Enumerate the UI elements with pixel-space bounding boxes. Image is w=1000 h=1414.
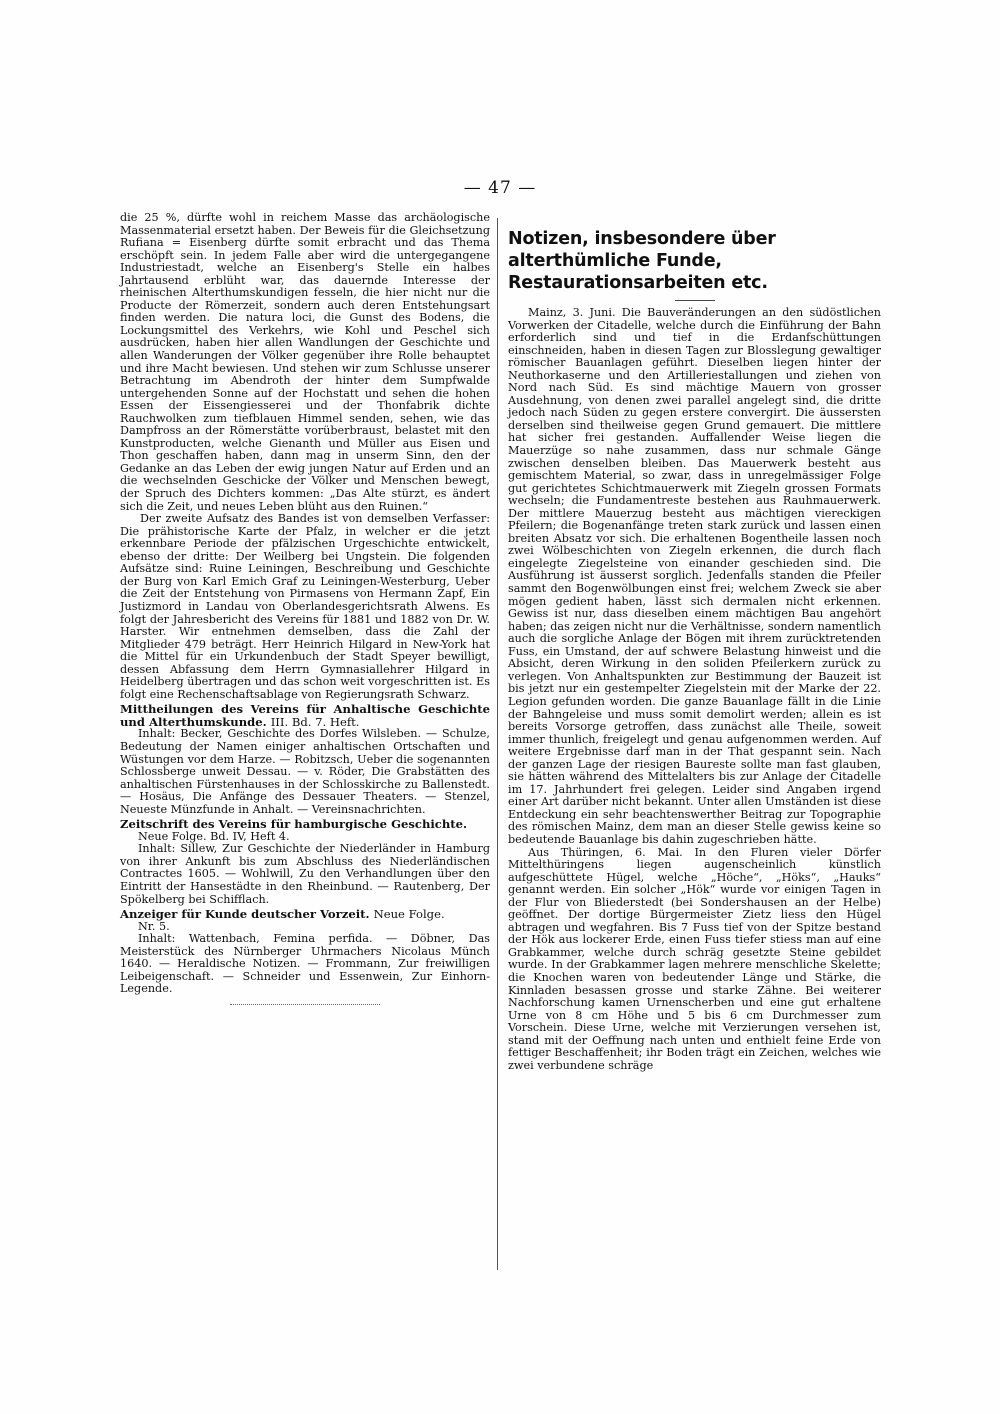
paragraph-second-essay: Der zweite Aufsatz des Bandes ist von demselben Verfasser: Die prähistorische Karte der Pfalz, in welcher er die jetzt erkennbare Periode der pfälzischen Urgeschichte entwickelt, ebenso der dritte: Der Weilberg bei Ungstein. Die folgenden Aufsätze sind: Ruine Leiningen, Beschreibung und Geschichte der Burg von Karl Emich Graf zu Leiningen-Westerburg, Ueber die Zeit der Entstehung von Pirmasens von Hermann Zapf, Ein Justizmord in Landau von Oberlandesgerichtsrath Alwens. Es folgt der Jahresbericht des Vereins für 1881 und 1882 von Dr. W. Harster. Wir entnehmen demselben, dass die Zahl der Mitglieder 479 beträgt. Herr Heinrich Hilgard in New-York hat die Mittel für ein Urkundenbuch der Stadt Speyer bewilligt, dessen Abfassung dem Herrn Gymnasiallehrer Hilgard in Heidelberg übertragen und das schon weit vorgeschritten ist. Es folgt eine Rechenschaftsablage von Regierungsrath Schwarz. (120, 512, 490, 701)
section-contents-hamburg: Inhalt: Sillew, Zur Geschichte der Niederländer in Hamburg von ihrer Ankunft bis zum Abschluss des Niederländischen Contractes 1605. — Wohlwill, Zu den Verhandlungen über den Eintritt der Hansestädte in den Rheinbund. — Rautenberg, Der Spökelberg bei Schifflach. (120, 842, 490, 906)
column-divider (497, 218, 498, 1270)
section-title-anzeiger-tail: Neue Folge. (373, 907, 445, 922)
section-sub-anzeiger: Nr. 5. (138, 919, 170, 933)
paragraph-thueringen: Aus Thüringen, 6. Mai. In den Fluren vieler Dörfer Mittelthüringens liegen augenscheinlich künstlich aufgeschüttete Hügel, welche „Höche“, „Höks“, „Hauks“ genannt werden. Ein solcher „Hök“ wurde vor einigen Tagen in der Flur von Bliederstedt (bei Sondershausen an der Helbe) geöffnet. Der dortige Bürgermeister Zietz liess den Hügel abtragen und wegfahren. Bis 7 Fuss tief von der Spitze bestand der Hök aus lockerer Erde, einen Fuss tiefer stiess man auf eine Grabkammer, welche durch schräg gesetzte Steine gebildet wurde. In der Grabkammer lagen mehrere menschliche Skelette; die Knochen waren von bedeutender Länge und Stärke, die Kinnladen besassen grosse und starke Zähne. Bei weiterer Nachforschung kamen Urnenscherben und eine gut erhaltene Urne von 8 cm Höhe und 5 bis 6 cm Durchmesser zum Vorschein. Diese Urne, welche mit Verzierungen versehen ist, stand mit der Oeffnung nach unten und enthielt feine Erde von fettiger Beschaffenheit; ihr Boden trägt ein Zeichen, welches wie zwei verbundene schräge (508, 845, 881, 1072)
notices-heading: Notizen, insbesondere über alterthümliche Funde, Restaurationsarbeiten etc. (508, 229, 776, 293)
paragraph-rufiana-conclusion: die 25 %, dürfte wohl in reichem Masse das archäologische Massenmaterial ersetzt haben. Der Beweis für die Gleichsetzung Rufiana = Eisenberg dürfte somit erbracht und das Thema erschöpft sein. In jedem Falle aber wird die untergegangene Industriestadt, welche an Eisenberg's Stelle ein halbes Jahrtausend erblüht war, das dauernde Interesse der rheinischen Alterthumskundigen fesseln, die hier nicht nur die Producte der Römerzeit, sondern auch deren Entstehungsart finden werden. Die natura loci, die Gunst des Bodens, die Lockungsmittel des Verkehrs, wie Kohl und Peschel sich ausdrücken, haben hier allen Wandlungen der Geschichte und allen Wanderungen der Völker gegenüber ihre Rolle behauptet und ihre Macht bewiesen. Und stehen wir zum Schlusse unserer Betrachtung im Abendroth der hinter dem Sumpfwalde untergehenden Sonne auf der Hochstatt und sehen die hohen Essen der Eissengiesserei und der Thonfabrik dichte Rauchwolken zum tiefblauen Himmel senden, sehen, wie das Dampfross an der Römerstätte vorüberbraust, belastet mit den Kunstproducten, welche Gienanth und Müller aus Eisen und Thon geschaffen haben, dann mag in unserm Sinn, den der Gedanke an das Leben der ewig jungen Natur auf Erden und an die wechselnden Geschicke der Völker und Menschen bewegt, der Spruch des Dichters kommen: „Das Alte stürzt, es ändert sich die Zeit, und neues Leben blüht aus den Ruinen.“ (120, 211, 490, 513)
section-title-anzeiger (120, 908, 490, 921)
paragraph-mainz: Mainz, 3. Juni. Die Bauveränderungen an den südöstlichen Vorwerken der Citadelle, welche durch die Einführung der Bahn erforderlich sind und tief in die Erdanfschüttungen einschneiden, haben in diesen Tagen zur Blosslegung gewaltiger römischer Bauanlagen geführt. Dieselben liegen hinter der Neuthorkaserne und den Artilleriestallungen und ziehen von Nord nach Süd. Es sind mächtige Mauern von grosser Ausdehnung, von denen zwei parallel angelegt sind, die dritte jedoch nach Süden zu gegen erstere convergirt. Die äussersten derselben sind theilweise gegen Grund gemauert. Die mittlere hat sicher frei gestanden. Auffallender Weise liegen die Mauerzüge so nahe zusammen, dass nur schmale Gänge zwischen denselben bleiben. Das Mauerwerk besteht aus gemischtem Material, so zwar, dass in unregelmässiger Folge gut gerichtetes Schichtmauerwerk mit Ziegeln grossen Formats wechseln; die Fundamentreste bestehen aus Rauhmauerwerk. Der mittlere Mauerzug besteht aus mächtigen viereckigen Pfeilern; die Bogenanfänge treten stark zurück und lassen einen breiten Absatz vor sich. Die erhaltenen Bogentheile lassen noch zwei Wölbeschichten von Ziegeln erkennen, die durch flach eingelegte Ziegelsteine von einander geschieden sind. Die Ausführung ist äusserst sorglich. Jedenfalls standen die Pfeiler sammt den Bogenwölbungen einst frei; welchem Zweck sie aber mögen gedient haben, lässt sich dermalen nicht erkennen. Gewiss ist nur, dass dieselben einem mächtigen Bau angehört haben; das zeigen nicht nur die Verhältnisse, sondern namentlich auch die sorgliche Anlage der Bögen mit ihrem zurücktretenden Fuss, ein Umstand, der auf schwere Belastung hinweist und die Absicht, deren Wirkung in den soliden Pfeilerkern zurück zu verlegen. Von Anhaltspunkten zur Bestimmung der Bauzeit ist bis jetzt nur ein gestempelter Ziegelstein mit der Marke der 22. Legion gefunden worden. Die ganze Bauanlage fällt in die Linie der Bahngeleise und muss somit demolirt werden; allein es ist bereits Vorsorge getroffen, dass zunächst alle Theile, soweit immer thunlich, freigelegt und genau aufgenommen werden. Auf weitere Ergebnisse darf man in der That gespannt sein. Nach der ganzen Lage der riesigen Baureste sollte man fast glauben, sie hätten während des Mittelalters bis zur Anlage der Citadelle im 17. Jahrhundert frei gelegen. Leider sind Angaben irgend einer Art darüber nicht bekannt. Unter allen Umständen ist diese Entdeckung ein sehr beachtenswerther Beitrag zur Topographie des römischen Mainz, dem man an dieser Stelle gewiss keine so bedeutende Bauanlage bis dahin zugeschrieben hätte. (508, 306, 881, 846)
right-column (508, 212, 881, 1072)
end-rule (230, 1004, 380, 1006)
section-contents-anhalt: Inhalt: Becker, Geschichte des Dorfes Wilsleben. — Schulze, Bedeutung der Namen einiger anhaltischen Ortschaften und Wüstungen vor dem Harze. — Robitzsch, Ueber die sogenannten Schlossberge unweit Dessau. — v. Röder, Die Grabstätten des anhaltischen Fürstenhauses in der Schlosskirche zu Ballenstedt. — Hosäus, Die Anfänge des Dessauer Theaters. — Stenzel, Neueste Münzfunde in Anhalt. — Vereinsnachrichten. (120, 727, 490, 816)
section-title-anhalt-text: Mittheilungen des Vereins für Anhaltische Geschichte und Alterthumskunde. (120, 702, 490, 729)
section-sub-anhalt: III. Bd. 7. Heft. (270, 714, 360, 729)
section-title-hamburg: Zeitschrift des Vereins für hamburgische Geschichte. (120, 817, 468, 832)
page-number: — 47 — (463, 178, 537, 198)
heading-rule (675, 300, 715, 301)
section-sub-hamburg: Neue Folge. Bd. IV, Heft 4. (138, 829, 290, 843)
left-column (120, 212, 490, 1006)
section-contents-anzeiger: Inhalt: Wattenbach, Femina perfida. — Döbner, Das Meisterstück des Nürnberger Uhrmachers Nicolaus Münch 1640. — Heraldische Notizen. — Frommann, Zur freiwilligen Leibeigenschaft. — Schneider und Essenwein, Zur Einhorn-Legende. (120, 932, 490, 996)
section-title-anhalt (120, 703, 490, 728)
section-title-anzeiger-text: Anzeiger für Kunde deutscher Vorzeit. (120, 907, 370, 922)
